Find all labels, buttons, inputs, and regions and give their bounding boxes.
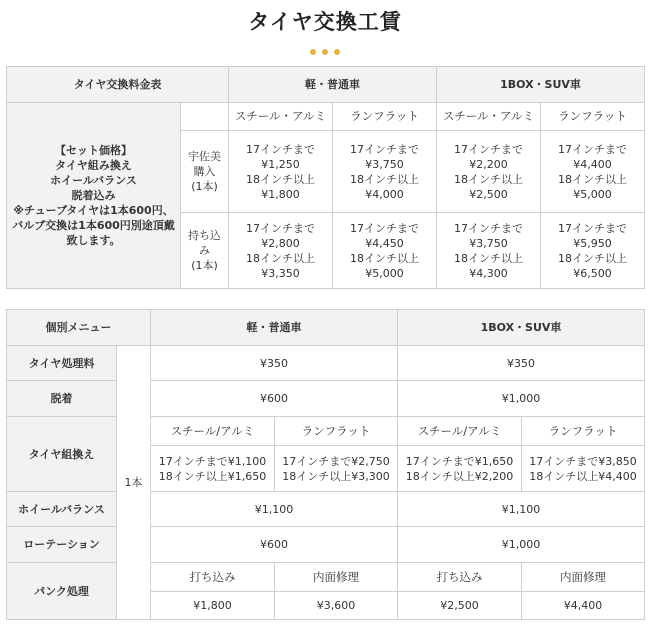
sub-col-header: ランフラット <box>333 103 437 131</box>
menu-table-header: 個別メニュー <box>7 310 151 346</box>
price-cell: ¥4,400 <box>522 592 645 620</box>
price-cell: ¥1,800 <box>151 592 275 620</box>
set-price-line: ホイールバランス <box>50 174 137 187</box>
price-line: ¥1,800 <box>261 187 300 201</box>
price-line: 18インチ以上¥4,400 <box>529 469 637 483</box>
price-cell <box>229 213 333 289</box>
price-line: 18インチ以上 <box>558 251 627 265</box>
row-label-rotation: ローテーション <box>7 527 117 563</box>
row-label-remount: タイヤ組換え <box>7 417 117 492</box>
price-line: 18インチ以上 <box>454 172 523 186</box>
sub-col-header: スチール・アルミ <box>229 103 333 131</box>
sub-col-header: スチール/アルミ <box>398 417 522 446</box>
price-cell <box>229 131 333 213</box>
tire-fee-table <box>6 66 645 289</box>
sub-col-header: 打ち込み <box>398 563 522 592</box>
price-cell: ¥350 <box>151 346 398 381</box>
price-cell: ¥2,500 <box>398 592 522 620</box>
row-label-purchase <box>181 131 229 213</box>
decor-dot <box>322 49 328 55</box>
set-price-line: タイヤ組み換え <box>55 159 132 172</box>
price-line: 18インチ以上¥2,200 <box>405 469 514 483</box>
price-line: ¥5,000 <box>365 266 404 280</box>
price-line: 17インチまで¥1,100 <box>158 454 267 468</box>
price-line: 17インチまで <box>558 142 627 156</box>
sub-col-header: スチール/アルミ <box>151 417 275 446</box>
price-cell: ¥3,600 <box>275 592 398 620</box>
price-line: 17インチまで <box>454 221 523 235</box>
price-line: 18インチ以上¥1,650 <box>158 469 267 483</box>
col-group-suv: 1BOX・SUV車 <box>398 310 645 346</box>
price-line: 18インチ以上 <box>454 251 523 265</box>
price-cell: ¥1,000 <box>398 381 645 417</box>
price-line: 18インチ以上 <box>246 172 315 186</box>
price-cell <box>541 213 645 289</box>
price-cell: ¥1,100 <box>398 492 645 527</box>
set-price-line: 脱着込み <box>71 189 116 202</box>
price-line: ¥1,250 <box>261 157 300 171</box>
price-line: 17インチまで¥3,850 <box>529 454 637 468</box>
set-price-line: 致します。 <box>66 234 121 247</box>
price-cell <box>522 446 645 492</box>
price-line: 17インチまで¥2,750 <box>282 454 390 468</box>
col-group-light: 軽・普通車 <box>151 310 398 346</box>
row-label-line: み <box>199 244 210 257</box>
price-line: 17インチまで <box>350 221 419 235</box>
decor-dot <box>334 49 340 55</box>
price-line: ¥3,750 <box>469 236 508 250</box>
row-label-puncture: パンク処理 <box>7 563 117 620</box>
price-line: 17インチまで <box>558 221 627 235</box>
row-label-bring-in <box>181 213 229 289</box>
sub-col-header: 内面修理 <box>275 563 398 592</box>
row-label-line: 宇佐美 <box>188 150 221 163</box>
price-cell <box>437 213 541 289</box>
price-cell <box>333 213 437 289</box>
price-cell <box>275 446 398 492</box>
price-cell: ¥1,000 <box>398 527 645 563</box>
price-cell <box>541 131 645 213</box>
sub-col-header: 打ち込み <box>151 563 275 592</box>
set-price-note <box>7 103 181 289</box>
row-label-line: (1本) <box>191 180 218 193</box>
price-line: ¥3,750 <box>365 157 404 171</box>
price-line: ¥2,500 <box>469 187 508 201</box>
set-price-line: バルブ交換は1本600円別途頂戴 <box>12 219 175 232</box>
unit-label: 1本 <box>117 346 151 620</box>
price-line: ¥2,800 <box>261 236 300 250</box>
fee-table-header: タイヤ交換料金表 <box>7 67 229 103</box>
blank-cell <box>181 103 229 131</box>
price-line: ¥5,000 <box>573 187 612 201</box>
price-cell: ¥1,100 <box>151 492 398 527</box>
sub-col-header: ランフラット <box>541 103 645 131</box>
page-title: タイヤ交換工賃 <box>248 10 402 34</box>
col-group-light: 軽・普通車 <box>229 67 437 103</box>
decor-dot <box>310 49 316 55</box>
price-line: 18インチ以上 <box>350 251 419 265</box>
row-label-removal: 脱着 <box>7 381 117 417</box>
price-cell: ¥600 <box>151 381 398 417</box>
price-line: 17インチまで <box>350 142 419 156</box>
price-line: 18インチ以上¥3,300 <box>282 469 390 483</box>
price-line: 18インチ以上 <box>350 172 419 186</box>
set-price-line: ※チューブタイヤは1本600円、 <box>13 204 174 217</box>
price-line: ¥2,200 <box>469 157 508 171</box>
price-cell <box>333 131 437 213</box>
price-cell <box>398 446 522 492</box>
price-line: ¥6,500 <box>573 266 612 280</box>
row-label-line: 持ち込 <box>188 229 221 242</box>
price-cell: ¥600 <box>151 527 398 563</box>
price-line: ¥4,000 <box>365 187 404 201</box>
individual-menu-table <box>6 309 645 620</box>
price-line: 17インチまで¥1,650 <box>405 454 514 468</box>
price-line: 17インチまで <box>246 221 315 235</box>
row-label-line: (1本) <box>191 259 218 272</box>
set-price-line: 【セット価格】 <box>55 144 132 157</box>
sub-col-header: ランフラット <box>522 417 645 446</box>
price-line: ¥4,400 <box>573 157 612 171</box>
row-label-line: 購入 <box>193 165 216 178</box>
col-group-suv: 1BOX・SUV車 <box>437 67 645 103</box>
sub-col-header: スチール・アルミ <box>437 103 541 131</box>
price-line: ¥4,300 <box>469 266 508 280</box>
price-line: 17インチまで <box>454 142 523 156</box>
price-cell <box>437 131 541 213</box>
price-line: 17インチまで <box>246 142 315 156</box>
price-line: ¥4,450 <box>365 236 404 250</box>
row-label-tire-disposal: タイヤ処理料 <box>7 346 117 381</box>
price-cell <box>151 446 275 492</box>
sub-col-header: 内面修理 <box>522 563 645 592</box>
price-line: ¥5,950 <box>573 236 612 250</box>
sub-col-header: ランフラット <box>275 417 398 446</box>
price-line: ¥3,350 <box>261 266 300 280</box>
price-cell: ¥350 <box>398 346 645 381</box>
price-line: 18インチ以上 <box>246 251 315 265</box>
title-decoration <box>0 40 650 59</box>
price-line: 18インチ以上 <box>558 172 627 186</box>
row-label-balance: ホイールバランス <box>7 492 117 527</box>
